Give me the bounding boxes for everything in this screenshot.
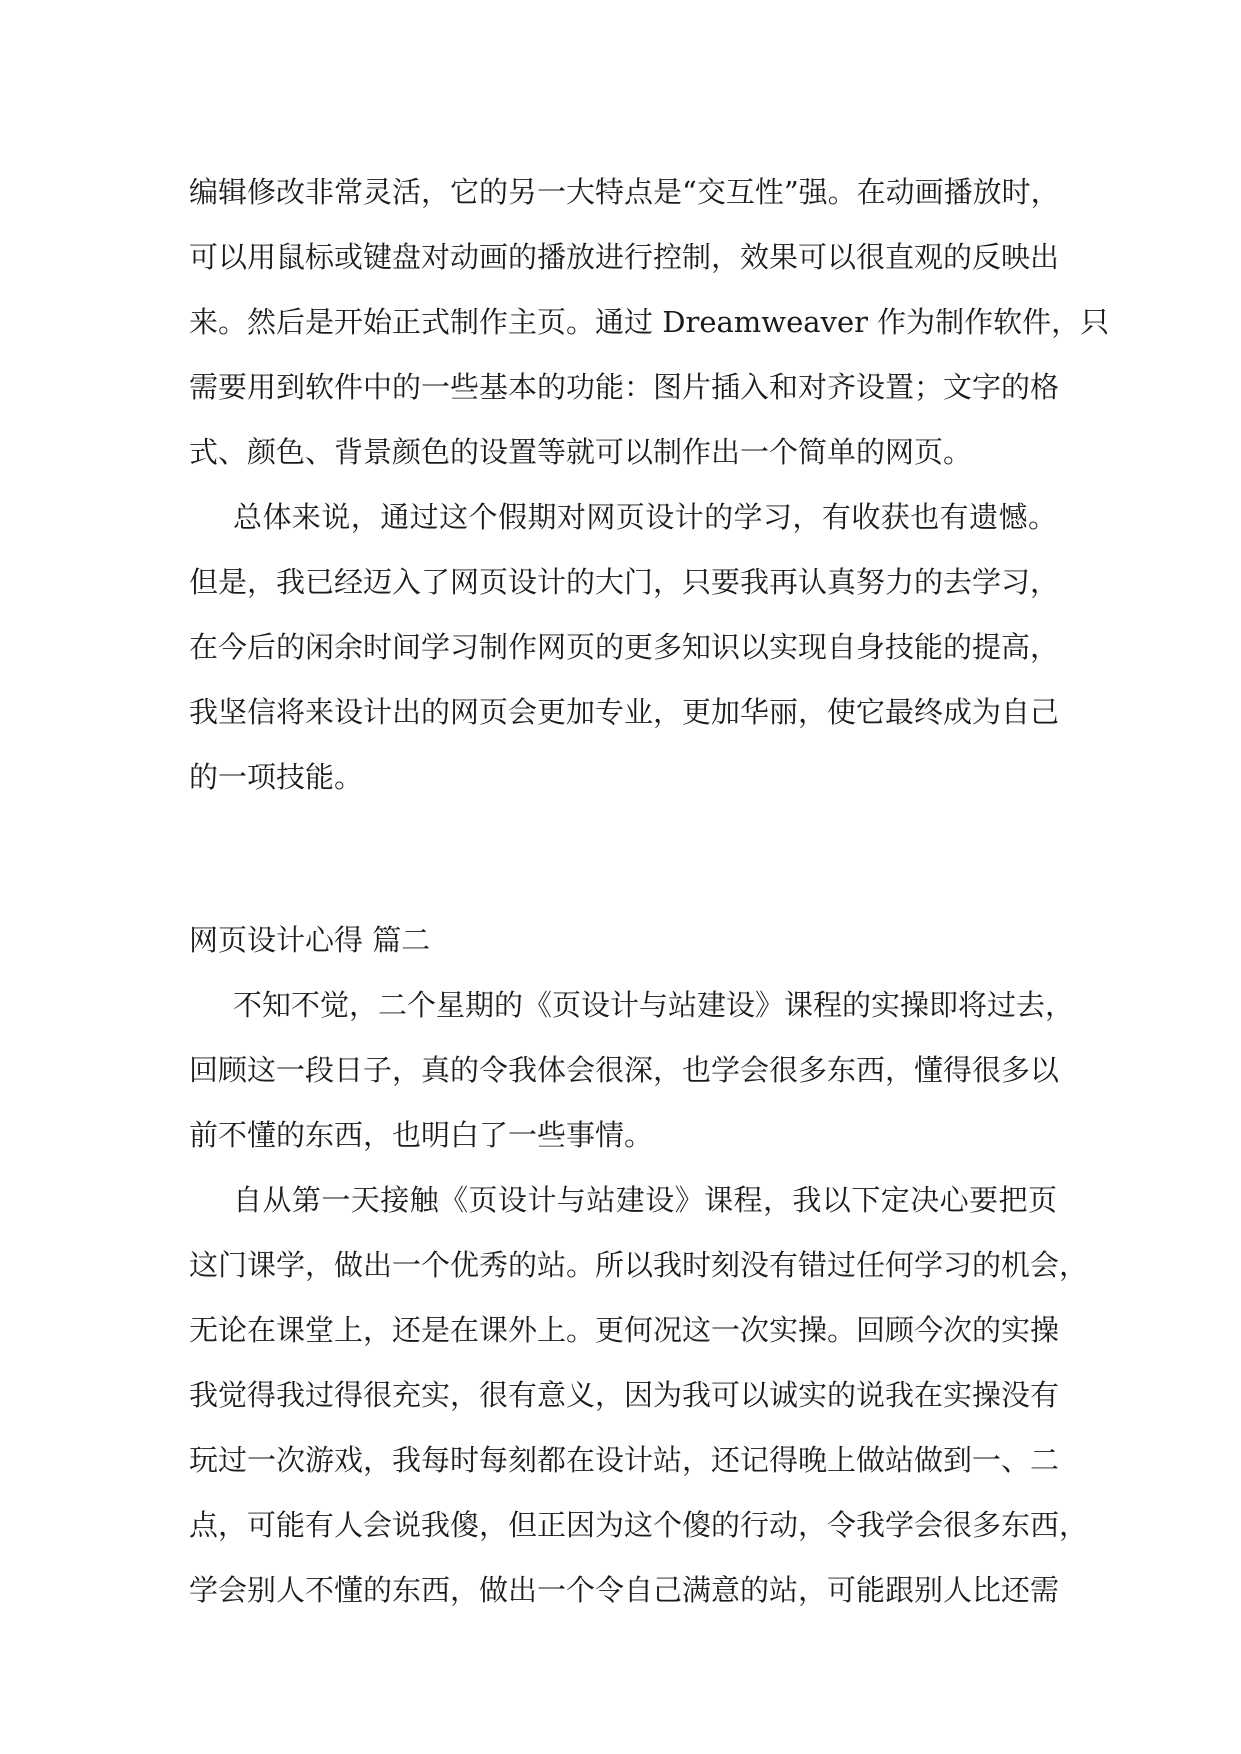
paragraph-1 [189,160,1110,485]
text-line: 回顾这一段日子，真的令我体会很深，也学会很多东西，懂得很多以 [189,1053,1060,1087]
document-body [189,160,1110,1623]
text-line: 我觉得我过得很充实，很有意义，因为我可以诚实的说我在实操没有 [189,1378,1060,1412]
text-line: 的一项技能。 [189,760,364,794]
text-line: 前不懂的东西，也明白了一些事情。 [189,1118,654,1152]
text-line: 无论在课堂上，还是在课外上。更何况这一次实操。回顾今次的实操 [189,1313,1060,1347]
text-line: 式、颜色、背景颜色的设置等就可以制作出一个简单的网页。 [189,435,973,469]
paragraph-3 [189,973,1075,1168]
paragraph-2 [189,485,1060,810]
text-line: 需要用到软件中的一些基本的功能：图片插入和对齐设置；文字的格 [189,370,1060,404]
text-line: 不知不觉，二个星期的《页设计与站建设》课程的实操即将过去， [233,988,1075,1022]
text-line: 可以用鼠标或键盘对动画的播放进行控制，效果可以很直观的反映出 [189,240,1060,274]
text-line: 学会别人不懂的东西，做出一个令自己满意的站，可能跟别人比还需 [189,1573,1060,1607]
paragraph-4 [189,1168,1089,1623]
text-line: 点，可能有人会说我傻，但正因为这个傻的行动，令我学会很多东西， [189,1508,1089,1542]
text-line: 总体来说，通过这个假期对网页设计的学习，有收获也有遗憾。 [233,500,1057,534]
text-line: 在今后的闲余时间学习制作网页的更多知识以实现自身技能的提高， [189,630,1060,664]
text-line: 玩过一次游戏，我每时每刻都在设计站，还记得晚上做站做到一、二 [189,1443,1060,1477]
text-line: 来。然后是开始正式制作主页。通过 Dreamweaver 作为制作软件，只 [189,305,1110,339]
text-line: 我坚信将来设计出的网页会更加专业，更加华丽，使它最终成为自己 [189,695,1060,729]
text-line: 自从第一天接触《页设计与站建设》课程，我以下定决心要把页 [233,1183,1057,1217]
section-heading: 网页设计心得 篇二 [189,923,431,957]
text-line: 但是，我已经迈入了网页设计的大门，只要我再认真努力的去学习， [189,565,1060,599]
section-spacer [189,810,1057,908]
text-line: 这门课学，做出一个优秀的站。所以我时刻没有错过任何学习的机会， [189,1248,1089,1282]
text-line: 编辑修改非常灵活，它的另一大特点是“交互性”强。在动画播放时， [189,175,1060,209]
